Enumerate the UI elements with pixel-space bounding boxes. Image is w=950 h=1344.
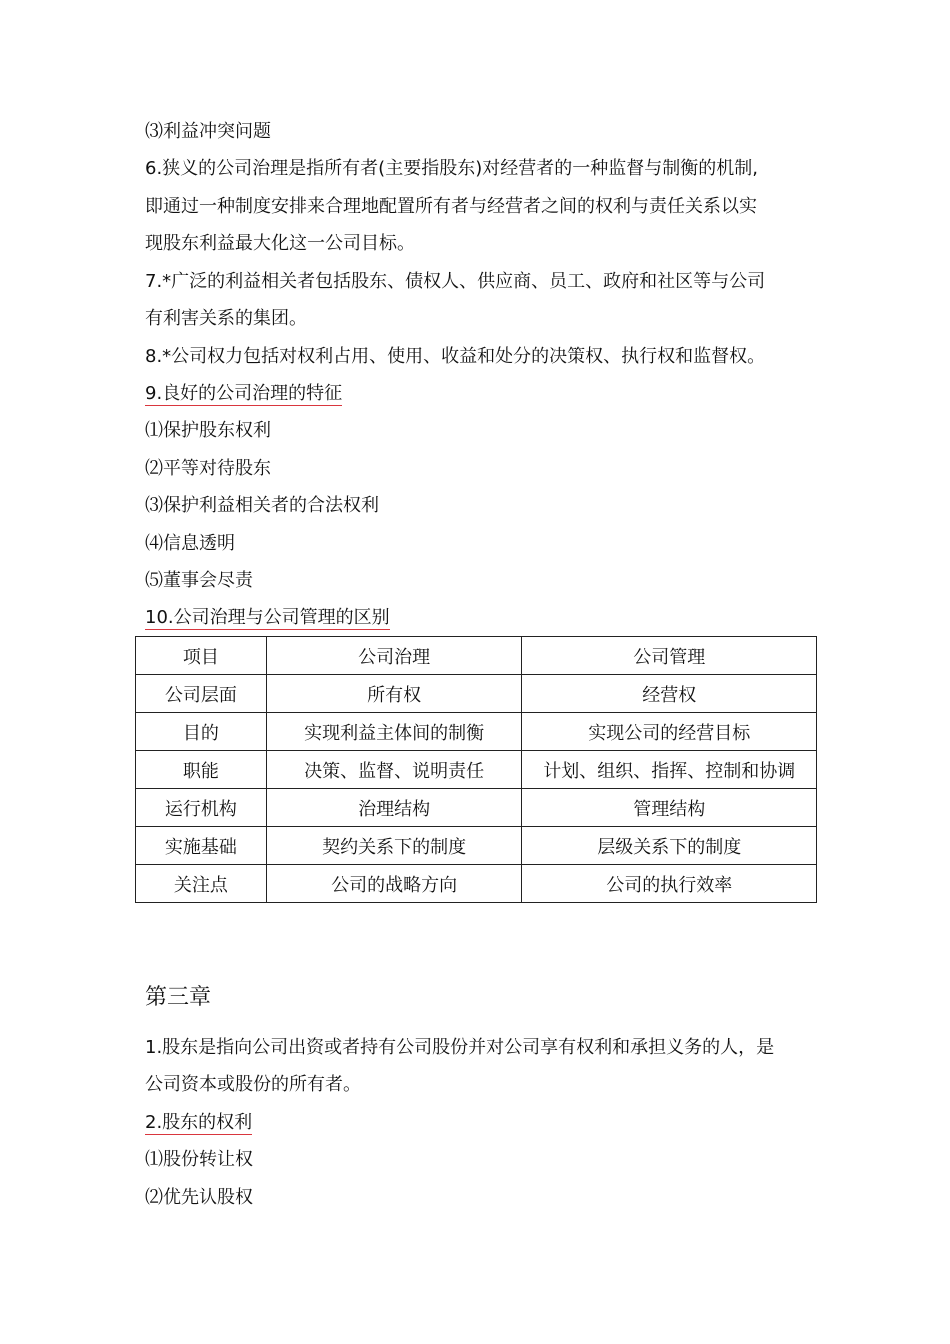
table-cell: 实现公司的经营目标	[522, 713, 817, 751]
table-row	[136, 789, 817, 827]
table-header-cell: 公司治理	[266, 637, 522, 675]
table-row	[136, 713, 817, 751]
table-cell: 治理结构	[266, 789, 522, 827]
text-line: 有利害关系的集团。	[145, 308, 307, 329]
table-cell: 公司的战略方向	[266, 865, 522, 903]
table-header-row	[136, 637, 817, 675]
list-item: ⑵平等对待股东	[145, 458, 271, 479]
list-item: ⑴股份转让权	[145, 1149, 253, 1170]
list-item: ⑵优先认股权	[145, 1187, 253, 1208]
table-cell: 层级关系下的制度	[522, 827, 817, 865]
table-row	[136, 865, 817, 903]
table-cell: 运行机构	[136, 789, 267, 827]
table-cell: 公司的执行效率	[522, 865, 817, 903]
table-cell: 实施基础	[136, 827, 267, 865]
table-header-cell: 项目	[136, 637, 267, 675]
list-item: ⑶保护利益相关者的合法权利	[145, 495, 379, 516]
table-cell: 职能	[136, 751, 267, 789]
list-item: ⑴保护股东权利	[145, 420, 271, 441]
table-row	[136, 675, 817, 713]
table-cell: 实现利益主体间的制衡	[266, 713, 522, 751]
list-item: ⑷信息透明	[145, 533, 235, 554]
list-item: ⑸董事会尽责	[145, 570, 253, 591]
table-cell: 管理结构	[522, 789, 817, 827]
text-line: 即通过一种制度安排来合理地配置所有者与经营者之间的权利与责任关系以实	[145, 196, 757, 217]
chapter-heading: 第三章	[145, 985, 212, 1010]
text-line: 8.*公司权力包括对权利占用、使用、收益和处分的决策权、执行权和监督权。	[145, 346, 766, 367]
section-9-heading	[145, 382, 342, 406]
text-line: 6.狭义的公司治理是指所有者(主要指股东)对经营者的一种监督与制衡的机制,	[145, 158, 758, 179]
table-cell: 公司层面	[136, 675, 267, 713]
table-cell: 计划、组织、指挥、控制和协调	[522, 751, 817, 789]
text-line: 公司资本或股份的所有者。	[145, 1074, 361, 1095]
section-9-heading-text: 9.良好的公司治理的特征	[145, 383, 343, 404]
table-cell: 契约关系下的制度	[266, 827, 522, 865]
section-10-heading	[145, 606, 390, 630]
table-cell: 关注点	[136, 865, 267, 903]
text-line: 1.股东是指向公司出资或者持有公司股份并对公司享有权利和承担义务的人，是	[145, 1037, 775, 1058]
table-row	[136, 827, 817, 865]
table-cell: 决策、监督、说明责任	[266, 751, 522, 789]
section-10-heading-text: 10.公司治理与公司管理的区别	[145, 607, 390, 628]
text-line: 7.*广泛的利益相关者包括股东、债权人、供应商、员工、政府和社区等与公司	[145, 271, 766, 292]
text-line: 现股东利益最大化这一公司目标。	[145, 233, 415, 254]
text-line: ⑶利益冲突问题	[145, 121, 271, 142]
table-cell: 经营权	[522, 675, 817, 713]
table-cell: 目的	[136, 713, 267, 751]
table-row	[136, 751, 817, 789]
section-2-heading-text: 2.股东的权利	[145, 1112, 253, 1133]
comparison-table	[135, 636, 817, 903]
table-header-cell: 公司管理	[522, 637, 817, 675]
section-2-heading	[145, 1111, 252, 1135]
table-cell: 所有权	[266, 675, 522, 713]
